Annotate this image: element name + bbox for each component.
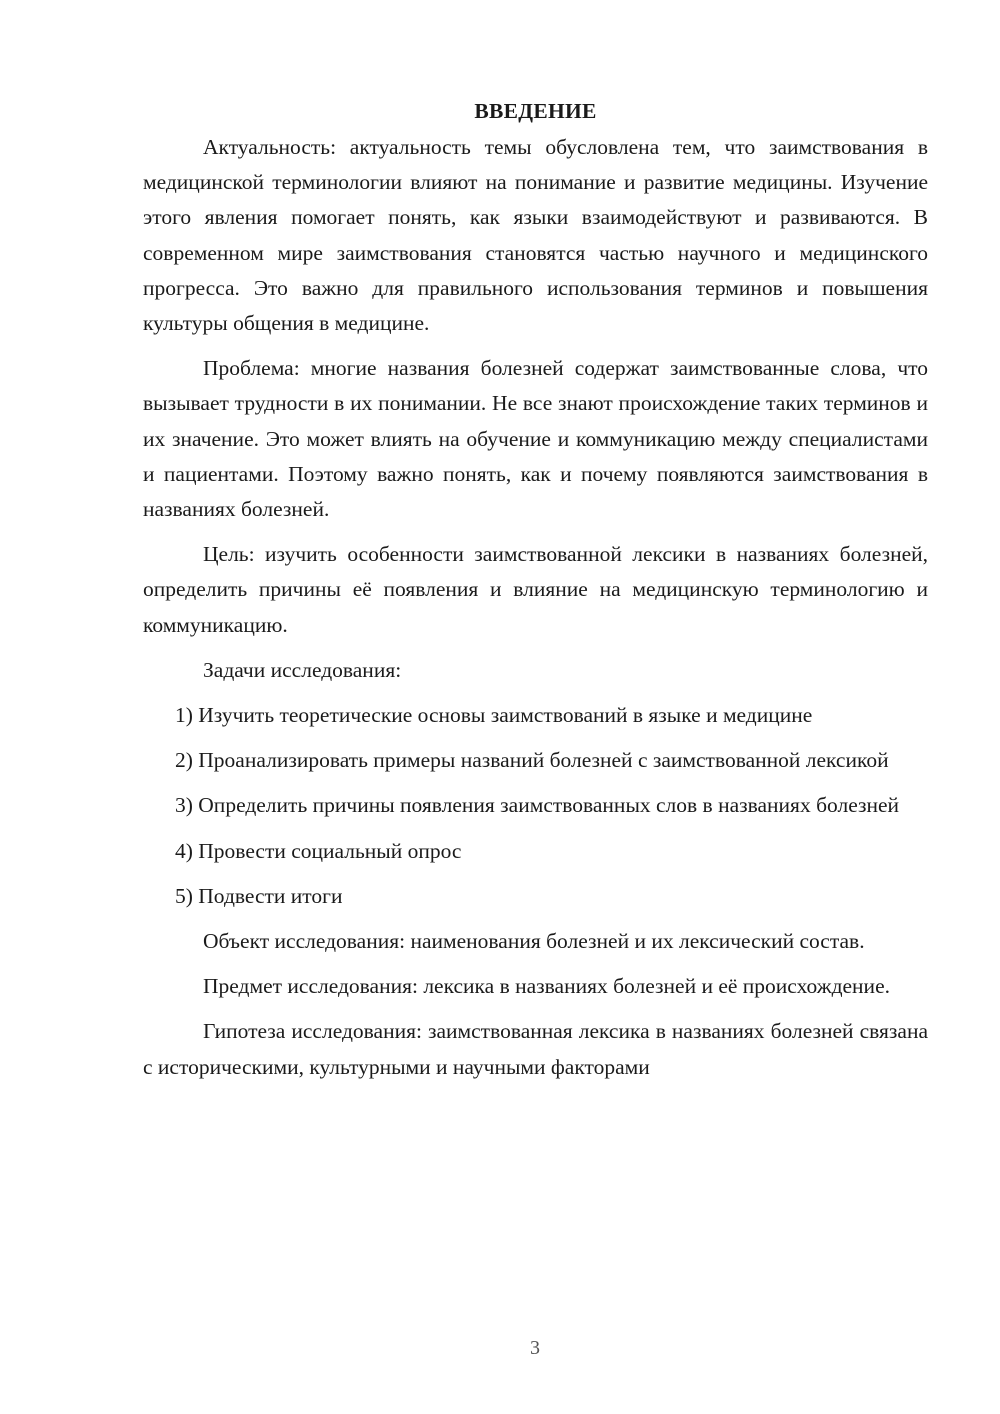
task-item-1: 1) Изучить теоретические основы заимствований в языке и медицине (175, 703, 813, 728)
tasks-heading: Задачи исследования: (203, 657, 402, 682)
subject-paragraph: Предмет исследования: лексика в названиях болезней и её происхождение. (203, 974, 890, 999)
page-number: 3 (530, 1337, 540, 1359)
relevance-paragraph: Актуальность: актуальность темы обусловлена тем, что заимствования в медицинской терминологии влияют на понимание и развитие медицины. Изучение этого явления помогает понять, как языки взаимодействуют и развиваются. В современном мире заимствования становятся частью научного и медицинского прогресса. Это важно для правильного использования терминов и повышения культуры общения в медицине. (143, 135, 928, 336)
task-item-5: 5) Подвести итоги (175, 883, 343, 908)
problem-paragraph: Проблема: многие названия болезней содержат заимствованные слова, что вызывает трудности в их понимании. Не все знают происхождение таких терминов и их значение. Это может влиять на обучение и коммуникацию между специалистами и пациентами. Поэтому важно понять, как и почему появляются заимствования в названиях болезней. (143, 356, 928, 522)
task-item-3: 3) Определить причины появления заимствованных слов в названиях болезней (175, 793, 900, 818)
page-content (143, 94, 928, 1085)
object-paragraph: Объект исследования: наименования болезней и их лексический состав. (203, 929, 865, 954)
goal-paragraph: Цель: изучить особенности заимствованной лексики в названиях болезней, определить причины её появления и влияние на медицинскую терминологию и коммуникацию. (143, 542, 928, 637)
page-title: ВВЕДЕНИЕ (474, 99, 597, 123)
hypothesis-paragraph: Гипотеза исследования: заимствованная лексика в названиях болезней связана с историческими, культурными и научными факторами (143, 1019, 928, 1079)
task-item-2: 2) Проанализировать примеры названий болезней с заимствованной лексикой (175, 748, 889, 773)
task-item-4: 4) Провести социальный опрос (175, 838, 462, 863)
